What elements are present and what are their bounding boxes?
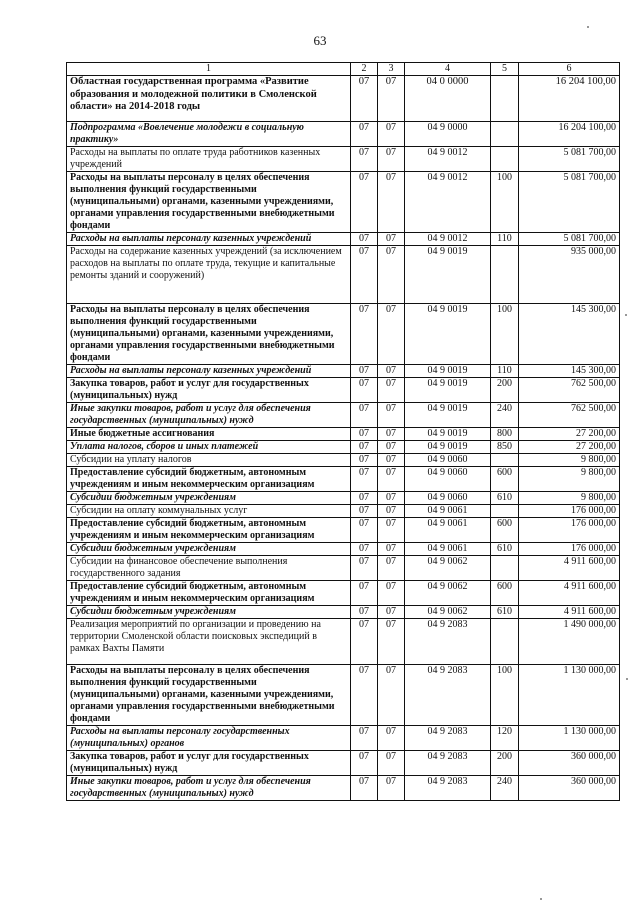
expense-type-code: 600 xyxy=(491,467,519,492)
row-description: Расходы на выплаты персоналу казенных учреждений xyxy=(67,365,351,378)
row-description: Закупка товаров, работ и услуг для государственных (муниципальных) нужд xyxy=(67,751,351,776)
expense-type-code xyxy=(491,505,519,518)
target-article-code: 04 9 0062 xyxy=(405,606,491,619)
subsection-code: 07 xyxy=(378,543,405,556)
budget-table xyxy=(66,62,620,801)
expense-type-code: 600 xyxy=(491,518,519,543)
target-article-code: 04 9 0019 xyxy=(405,365,491,378)
section-code: 07 xyxy=(351,233,378,246)
table-row xyxy=(67,665,620,726)
section-code: 07 xyxy=(351,492,378,505)
table-row xyxy=(67,751,620,776)
page-number: 63 xyxy=(313,33,327,48)
expense-type-code: 600 xyxy=(491,581,519,606)
target-article-code: 04 9 0061 xyxy=(405,518,491,543)
amount-value: 762 500,00 xyxy=(519,403,620,428)
section-code: 07 xyxy=(351,467,378,492)
target-article-code: 04 9 0062 xyxy=(405,556,491,581)
row-description: Предоставление субсидий бюджетным, автономным учреждениям и иным некоммерческим организациям xyxy=(67,518,351,543)
table-row xyxy=(67,365,620,378)
table-row xyxy=(67,403,620,428)
table-row xyxy=(67,76,620,122)
expense-type-code: 110 xyxy=(491,233,519,246)
subsection-code: 07 xyxy=(378,581,405,606)
scan-speck xyxy=(587,26,589,28)
subsection-code: 07 xyxy=(378,492,405,505)
table-row xyxy=(67,492,620,505)
subsection-code: 07 xyxy=(378,776,405,801)
subsection-code: 07 xyxy=(378,454,405,467)
expense-type-code xyxy=(491,246,519,304)
amount-value: 9 800,00 xyxy=(519,492,620,505)
column-number-5: 5 xyxy=(491,63,519,76)
row-description: Субсидии на оплату коммунальных услуг xyxy=(67,505,351,518)
section-code: 07 xyxy=(351,403,378,428)
row-description: Субсидии на финансовое обеспечение выполнения государственного задания xyxy=(67,556,351,581)
amount-value: 176 000,00 xyxy=(519,543,620,556)
column-number-6: 6 xyxy=(519,63,620,76)
target-article-code: 04 9 0012 xyxy=(405,233,491,246)
row-description: Расходы на выплаты персоналу в целях обеспечения выполнения функций государственными (муниципальными) органами, казенными учреждениями, органами управления государственными внебюджетными фондами xyxy=(67,304,351,365)
target-article-code: 04 9 0062 xyxy=(405,581,491,606)
section-code: 07 xyxy=(351,76,378,122)
amount-value: 176 000,00 xyxy=(519,505,620,518)
target-article-code: 04 9 2083 xyxy=(405,619,491,665)
section-code: 07 xyxy=(351,776,378,801)
amount-value: 9 800,00 xyxy=(519,467,620,492)
subsection-code: 07 xyxy=(378,518,405,543)
row-description: Расходы на выплаты персоналу в целях обеспечения выполнения функций государственными (муниципальными) органами, казенными учреждениями, органами управления государственными внебюджетными фондами xyxy=(67,665,351,726)
table-row xyxy=(67,428,620,441)
section-code: 07 xyxy=(351,246,378,304)
section-code: 07 xyxy=(351,619,378,665)
amount-value: 762 500,00 xyxy=(519,378,620,403)
subsection-code: 07 xyxy=(378,606,405,619)
amount-value: 27 200,00 xyxy=(519,428,620,441)
target-article-code: 04 9 0012 xyxy=(405,147,491,172)
row-description: Субсидии бюджетным учреждениям xyxy=(67,492,351,505)
target-article-code: 04 9 0019 xyxy=(405,246,491,304)
target-article-code: 04 9 0061 xyxy=(405,505,491,518)
section-code: 07 xyxy=(351,172,378,233)
subsection-code: 07 xyxy=(378,556,405,581)
amount-value: 5 081 700,00 xyxy=(519,147,620,172)
subsection-code: 07 xyxy=(378,246,405,304)
table-row xyxy=(67,172,620,233)
section-code: 07 xyxy=(351,428,378,441)
subsection-code: 07 xyxy=(378,365,405,378)
amount-value: 16 204 100,00 xyxy=(519,76,620,122)
column-number-4: 4 xyxy=(405,63,491,76)
subsection-code: 07 xyxy=(378,467,405,492)
subsection-code: 07 xyxy=(378,147,405,172)
row-description: Расходы на содержание казенных учреждений (за исключением расходов на выплаты по оплате труда, текущие и капитальные ремонты зданий и сооружений) xyxy=(67,246,351,304)
target-article-code: 04 9 0060 xyxy=(405,454,491,467)
amount-value: 5 081 700,00 xyxy=(519,172,620,233)
row-description: Иные бюджетные ассигнования xyxy=(67,428,351,441)
amount-value: 1 130 000,00 xyxy=(519,665,620,726)
row-description: Закупка товаров, работ и услуг для государственных (муниципальных) нужд xyxy=(67,378,351,403)
subsection-code: 07 xyxy=(378,441,405,454)
table-row xyxy=(67,454,620,467)
section-code: 07 xyxy=(351,441,378,454)
amount-value: 4 911 600,00 xyxy=(519,556,620,581)
table-row xyxy=(67,776,620,801)
expense-type-code: 850 xyxy=(491,441,519,454)
row-description: Расходы на выплаты персоналу в целях обеспечения выполнения функций государственными (муниципальными) органами, казенными учреждениями, органами управления государственными внебюджетными фондами xyxy=(67,172,351,233)
section-code: 07 xyxy=(351,454,378,467)
row-description: Предоставление субсидий бюджетным, автономным учреждениям и иным некоммерческим организациям xyxy=(67,581,351,606)
section-code: 07 xyxy=(351,556,378,581)
row-description: Уплата налогов, сборов и иных платежей xyxy=(67,441,351,454)
section-code: 07 xyxy=(351,122,378,147)
amount-value: 176 000,00 xyxy=(519,518,620,543)
expense-type-code xyxy=(491,619,519,665)
amount-value: 360 000,00 xyxy=(519,751,620,776)
subsection-code: 07 xyxy=(378,76,405,122)
amount-value: 935 000,00 xyxy=(519,246,620,304)
row-description: Расходы на выплаты по оплате труда работников казенных учреждений xyxy=(67,147,351,172)
table-row xyxy=(67,304,620,365)
expense-type-code: 240 xyxy=(491,776,519,801)
target-article-code: 04 9 0019 xyxy=(405,304,491,365)
section-code: 07 xyxy=(351,365,378,378)
target-article-code: 04 9 2083 xyxy=(405,665,491,726)
table-row xyxy=(67,726,620,751)
table-row xyxy=(67,505,620,518)
subsection-code: 07 xyxy=(378,122,405,147)
table-row xyxy=(67,441,620,454)
scan-speck xyxy=(540,898,542,900)
column-number-row xyxy=(67,63,620,76)
column-number-2: 2 xyxy=(351,63,378,76)
row-description: Иные закупки товаров, работ и услуг для обеспечения государственных (муниципальных) нужд xyxy=(67,403,351,428)
target-article-code: 04 9 2083 xyxy=(405,776,491,801)
table-body xyxy=(67,76,620,801)
expense-type-code: 610 xyxy=(491,606,519,619)
subsection-code: 07 xyxy=(378,428,405,441)
amount-value: 27 200,00 xyxy=(519,441,620,454)
amount-value: 145 300,00 xyxy=(519,304,620,365)
target-article-code: 04 9 2083 xyxy=(405,751,491,776)
subsection-code: 07 xyxy=(378,665,405,726)
amount-value: 16 204 100,00 xyxy=(519,122,620,147)
subsection-code: 07 xyxy=(378,619,405,665)
table-row xyxy=(67,543,620,556)
expense-type-code: 100 xyxy=(491,304,519,365)
expense-type-code xyxy=(491,76,519,122)
table-row xyxy=(67,518,620,543)
section-code: 07 xyxy=(351,505,378,518)
target-article-code: 04 0 0000 xyxy=(405,76,491,122)
amount-value: 4 911 600,00 xyxy=(519,606,620,619)
target-article-code: 04 9 2083 xyxy=(405,726,491,751)
section-code: 07 xyxy=(351,606,378,619)
section-code: 07 xyxy=(351,543,378,556)
expense-type-code: 610 xyxy=(491,492,519,505)
expense-type-code: 610 xyxy=(491,543,519,556)
expense-type-code: 200 xyxy=(491,378,519,403)
subsection-code: 07 xyxy=(378,403,405,428)
target-article-code: 04 9 0019 xyxy=(405,428,491,441)
amount-value: 1 130 000,00 xyxy=(519,726,620,751)
target-article-code: 04 9 0060 xyxy=(405,467,491,492)
expense-type-code: 100 xyxy=(491,665,519,726)
target-article-code: 04 9 0019 xyxy=(405,441,491,454)
table-row xyxy=(67,378,620,403)
table-row xyxy=(67,606,620,619)
section-code: 07 xyxy=(351,751,378,776)
section-code: 07 xyxy=(351,518,378,543)
target-article-code: 04 9 0060 xyxy=(405,492,491,505)
amount-value: 4 911 600,00 xyxy=(519,581,620,606)
expense-type-code xyxy=(491,122,519,147)
expense-type-code: 120 xyxy=(491,726,519,751)
table-row xyxy=(67,147,620,172)
column-number-3: 3 xyxy=(378,63,405,76)
target-article-code: 04 9 0061 xyxy=(405,543,491,556)
row-description: Областная государственная программа «Развитие образования и молодежной политики в Смоленской области» на 2014-2018 годы xyxy=(67,76,351,122)
target-article-code: 04 9 0000 xyxy=(405,122,491,147)
expense-type-code: 200 xyxy=(491,751,519,776)
subsection-code: 07 xyxy=(378,172,405,233)
section-code: 07 xyxy=(351,378,378,403)
table-row xyxy=(67,467,620,492)
expense-type-code xyxy=(491,454,519,467)
amount-value: 360 000,00 xyxy=(519,776,620,801)
target-article-code: 04 9 0019 xyxy=(405,403,491,428)
subsection-code: 07 xyxy=(378,726,405,751)
amount-value: 1 490 000,00 xyxy=(519,619,620,665)
row-description: Субсидии на уплату налогов xyxy=(67,454,351,467)
section-code: 07 xyxy=(351,726,378,751)
target-article-code: 04 9 0019 xyxy=(405,378,491,403)
table-row xyxy=(67,233,620,246)
target-article-code: 04 9 0012 xyxy=(405,172,491,233)
subsection-code: 07 xyxy=(378,378,405,403)
subsection-code: 07 xyxy=(378,751,405,776)
expense-type-code: 240 xyxy=(491,403,519,428)
amount-value: 145 300,00 xyxy=(519,365,620,378)
expense-type-code: 110 xyxy=(491,365,519,378)
expense-type-code xyxy=(491,556,519,581)
section-code: 07 xyxy=(351,147,378,172)
subsection-code: 07 xyxy=(378,505,405,518)
expense-type-code: 100 xyxy=(491,172,519,233)
row-description: Реализация мероприятий по организации и проведению на территории Смоленской области поисковых экспедиций в рамках Вахты Памяти xyxy=(67,619,351,665)
section-code: 07 xyxy=(351,581,378,606)
amount-value: 9 800,00 xyxy=(519,454,620,467)
scan-speck xyxy=(626,678,628,680)
row-description: Подпрограмма «Вовлечение молодежи в социальную практику» xyxy=(67,122,351,147)
table-row xyxy=(67,556,620,581)
row-description: Субсидии бюджетным учреждениям xyxy=(67,606,351,619)
expense-type-code: 800 xyxy=(491,428,519,441)
row-description: Расходы на выплаты персоналу государственных (муниципальных) органов xyxy=(67,726,351,751)
table-row xyxy=(67,619,620,665)
expense-type-code xyxy=(491,147,519,172)
row-description: Субсидии бюджетным учреждениям xyxy=(67,543,351,556)
table-row xyxy=(67,581,620,606)
table-row xyxy=(67,246,620,304)
row-description: Предоставление субсидий бюджетным, автономным учреждениям и иным некоммерческим организациям xyxy=(67,467,351,492)
row-description: Иные закупки товаров, работ и услуг для обеспечения государственных (муниципальных) нужд xyxy=(67,776,351,801)
subsection-code: 07 xyxy=(378,304,405,365)
subsection-code: 07 xyxy=(378,233,405,246)
section-code: 07 xyxy=(351,304,378,365)
amount-value: 5 081 700,00 xyxy=(519,233,620,246)
table-row xyxy=(67,122,620,147)
scan-speck xyxy=(625,314,627,316)
section-code: 07 xyxy=(351,665,378,726)
column-number-1: 1 xyxy=(67,63,351,76)
row-description: Расходы на выплаты персоналу казенных учреждений xyxy=(67,233,351,246)
